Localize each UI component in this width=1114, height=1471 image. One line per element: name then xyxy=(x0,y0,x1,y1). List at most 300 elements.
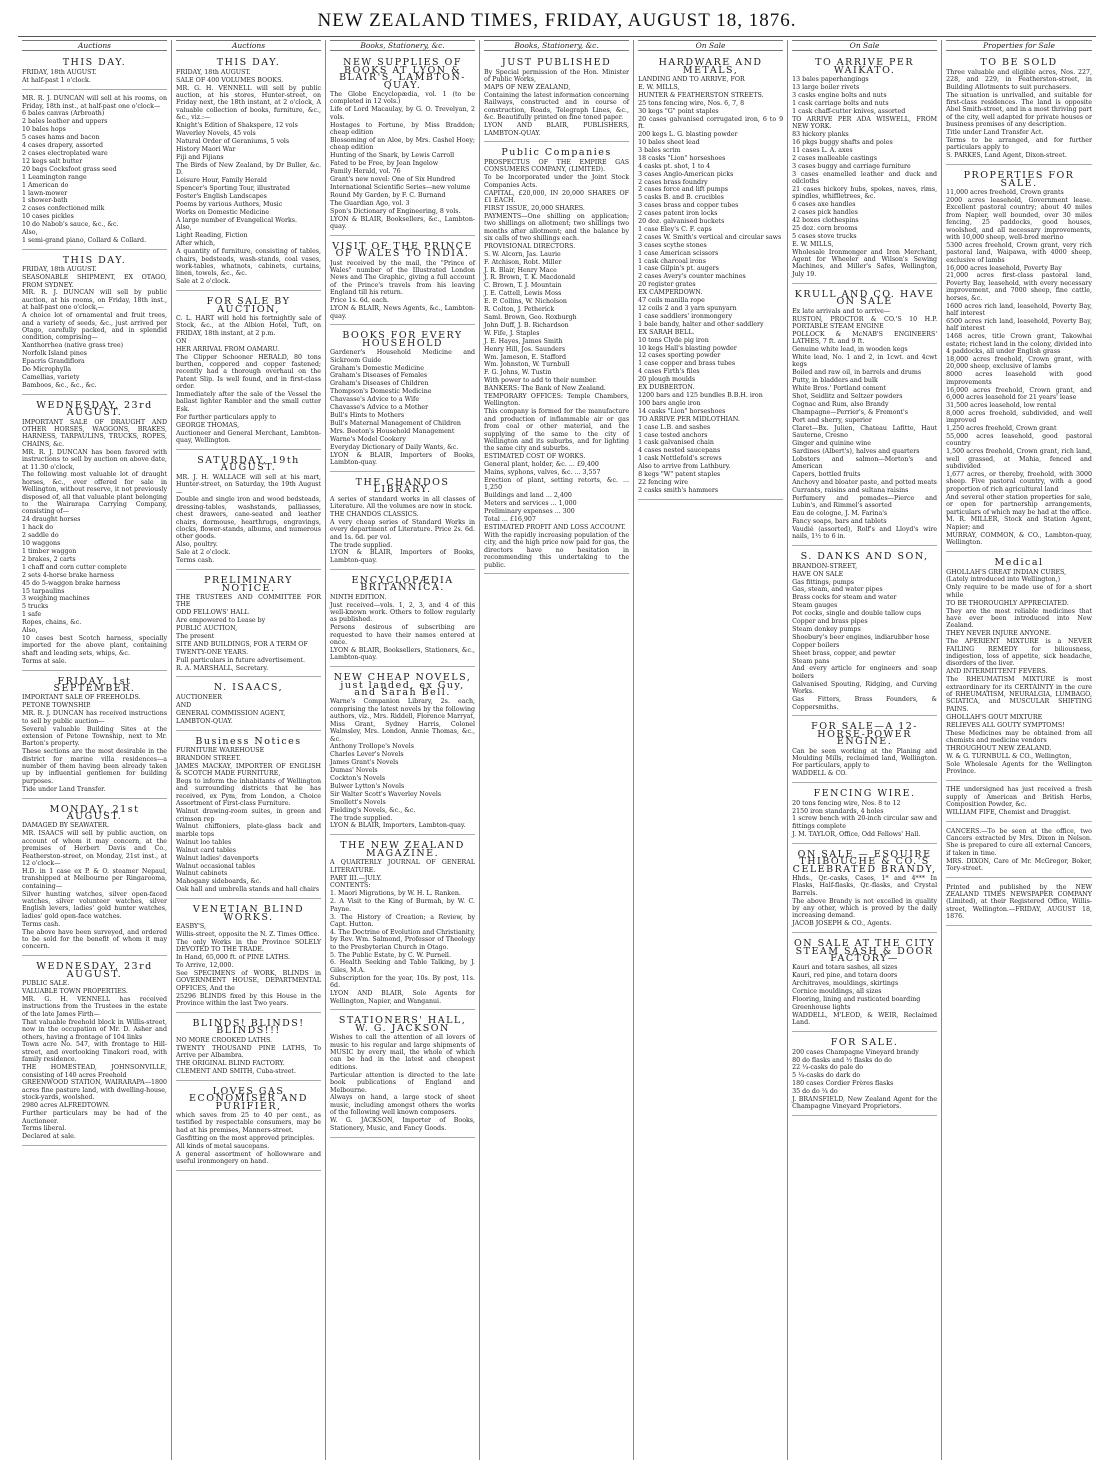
ad-line: 1 case tested anchors xyxy=(638,431,708,439)
ad-heading: PRELIMINARY NOTICE. xyxy=(204,575,293,594)
ad-line: Also, poultry. xyxy=(176,541,218,549)
ad-line: LYON & BLAIR, Booksellers, Stationers, &c., Lambton-quay. xyxy=(330,646,476,662)
ad-line: Xanthorrhea (native grass tree) xyxy=(22,342,124,350)
ad-line: EX DUBBERTON. xyxy=(638,384,695,392)
ad-line: FRIDAY, 18th AUGUST. xyxy=(22,266,97,274)
ad-line: Hunting of the Snark, by Lewis Carroll xyxy=(330,152,455,160)
ad-line: THE ORIGINAL BLIND FACTORY. xyxy=(176,1059,285,1067)
ad-line: 1 bale bandy, halter and other saddlery xyxy=(638,320,764,328)
ad-line: PROVISIONAL DIRECTORS. xyxy=(484,242,576,250)
column-3 xyxy=(326,40,480,1460)
ad-line: 20 tons fencing wire, Nos. 8 to 12 xyxy=(792,799,901,807)
ad-line: 4 cases Firth's files xyxy=(638,368,700,376)
ad-line: 10 tons Clyde pig iron xyxy=(638,336,709,344)
advertisement xyxy=(176,1084,321,1171)
ad-line: The trade supplied. xyxy=(330,814,393,822)
ad-heading: THIS DAY. xyxy=(62,57,127,69)
ad-line: ESTIMATED PROFIT AND LOSS ACCOUNT. xyxy=(484,523,626,531)
ad-line: Grant's new novel: One of Six Hundred xyxy=(330,176,456,183)
ad-line: 20 bags Cocksfoot grass seed xyxy=(22,165,117,173)
ad-line: Kauri and totara sashes, all sizes xyxy=(792,964,898,972)
ad-line: Mrs. Beeton's Household Management xyxy=(330,427,455,435)
ad-heading: JUST PUBLISHED xyxy=(501,57,612,69)
ad-line: HAVE ON SALE xyxy=(792,570,844,578)
ad-heading: THE CHANDOS LIBRARY. xyxy=(355,476,450,496)
advertisement xyxy=(330,328,475,471)
ad-line: CONTENTS: xyxy=(330,882,371,890)
ad-line: Cornice mouldings, all sizes xyxy=(792,988,882,996)
advertisement xyxy=(330,573,475,667)
ad-line: NO MORE CROOKED LATHS. xyxy=(176,1036,273,1044)
ad-line: Henry Hill, Jos. Saunders xyxy=(484,345,566,353)
ad-line: Natural Order of Geraniums, 5 vols xyxy=(176,137,290,145)
ad-line: 10 do Nabob's sauce, &c., &c. xyxy=(22,221,119,229)
advertisement xyxy=(946,825,1092,878)
ad-line: Town acre No. 547, with frontage to Hill-street, and overlooking Tinakori road, with family residence. xyxy=(22,1041,168,1064)
ad-line: LAMBTON-QUAY. xyxy=(176,717,233,725)
advertisement xyxy=(484,55,629,142)
ad-line: 1 semi-grand piano, Collard & Collard. xyxy=(22,236,147,244)
ad-line: Gas Fitters, Brass Founders, & Coppersmiths. xyxy=(792,696,938,711)
ad-line: 2 sets 4-horse brake harness xyxy=(22,571,115,579)
ad-line: 14 casks "Lion" horseshoes xyxy=(638,407,726,415)
ad-heading: WEDNESDAY, 23rd AUGUST. xyxy=(36,399,153,419)
ad-line: 55,000 acres leasehold, good pastoral country xyxy=(946,433,1092,448)
column-6 xyxy=(788,40,942,1460)
ad-line: Just received by the mail, the "Prince of Wales" number of the Illustrated London News and The Graphic, giving a full account of the Prince's travels from his leaving England till his return. xyxy=(330,259,476,297)
ad-line: 1 cask charcoal irons xyxy=(638,257,706,265)
ad-line: LYON & BLAIR, News Agents, &c., Lambton-quay. xyxy=(330,305,476,320)
ad-line: EASBY'S, xyxy=(176,922,206,930)
ad-line: Wm. Jameson, E. Stafford xyxy=(484,353,567,361)
ad-line: 10 kegs Hall's blasting powder xyxy=(638,344,737,352)
ad-line: Hhds., Qr.-casks, Cases, 1* and 4*** In Flasks, Half-flasks, Qr.-flasks, and Crystal Barrels. xyxy=(792,874,938,897)
ad-line: SEASONABLE SHIPMENT, EX OTAGO, FROM SYDNEY. xyxy=(22,274,168,289)
ad-line: The Guardian Ago, vol. 3 xyxy=(330,199,410,207)
ad-heading: Business Notices xyxy=(195,735,302,747)
ad-line: which saves from 25 to 40 per cent., as testified by respectable consumers, may be had at his premises, Manners-street. xyxy=(176,1111,322,1134)
ad-line: 1,677 acres, or thereby, freehold, with 3000 sheep. Five pastoral country, with a good proportion of rich agricultural land xyxy=(946,471,1092,493)
ad-line: BANKERS: The Bank of New Zealand. xyxy=(484,385,606,393)
ad-line: Ropes, chains, &c. xyxy=(22,619,82,627)
ad-line: Vaudié (assorted), Rolf's and Lloyd's wire nails, 1½ to 6 in. xyxy=(792,525,938,541)
ad-line: 80 do flasks and ½ flasks do do xyxy=(792,1056,892,1064)
ad-line: Thompson's Domestic Medicine xyxy=(330,388,432,396)
ad-line: With power to add to their number. xyxy=(484,377,597,385)
ad-line: MR. ISAACS will sell by public auction, on account of whom it may concern, at the premises of Herbert Davis and Co., Featherston-street, on Monday, 21st inst., at 12 o'clock— xyxy=(22,830,168,867)
ad-line: Are empowered to Lease by xyxy=(176,617,266,625)
ad-line: Architraves, mouldings, skirtings xyxy=(792,980,899,988)
ad-line: 25296 BLINDS fixed by this House in the Province within the last Two years. xyxy=(176,992,322,1007)
ad-line: Can be seen working at the Planing and Moulding Mills, reclaimed land, Wellington. For particulars, apply to xyxy=(792,747,938,770)
ad-line: 21,000 acres first-class pastoral land, Poverty Bay, leasehold, with every necessary improvement, and 7000 sheep, fine cattle, horses, &c. xyxy=(946,272,1092,302)
ad-line: MR. R. J. DUNCAN has been favored with instructions to sell by auction on above date, at 11.30 o'clock, xyxy=(22,448,168,471)
ad-line: 1 cask carriage bolts and nuts xyxy=(792,99,889,107)
ad-line: For further particulars apply to xyxy=(176,413,277,421)
ad-line: Poems by various Authors, Music xyxy=(176,200,283,208)
ad-heading: THIS DAY. xyxy=(216,57,281,69)
ad-line: Gardener's Household Medicine and Sickroom Guide xyxy=(330,349,476,364)
ad-line: IMPORTANT SALE OF FREEHOLDS. xyxy=(22,694,141,702)
ad-line: 8,000 acres freehold, subdivided, and well improved xyxy=(946,409,1092,425)
ad-line: 10 cases pickles xyxy=(22,213,74,221)
ad-line: And every article for engineers and soap boilers xyxy=(792,665,938,680)
ad-line: 6 bales canvas (Arbroath) xyxy=(22,110,105,118)
advertisement xyxy=(176,1016,321,1081)
advertisement xyxy=(176,294,321,450)
advertisement xyxy=(792,847,937,934)
ad-line: HUNTER & FEATHERSTON STREETS. xyxy=(638,92,764,100)
advertisement xyxy=(22,959,167,1146)
ad-line: 5 cases hams and bacon xyxy=(22,134,100,142)
ad-line: See SPECIMENS of WORK, BLINDS in GOVERNMENT HOUSE, DEPARTMENTAL OFFICES, And the xyxy=(176,969,322,992)
ad-line: 5300 acres freehold, Crown grant, very rich pastoral land, Waipawa, with 4000 sheep, exclusive of lambs xyxy=(946,241,1092,264)
ad-line: 3 cases scythe stones xyxy=(638,241,707,249)
masthead: NEW ZEALAND TIMES, FRIDAY, AUGUST 18, 1876. xyxy=(317,10,797,31)
ad-line: Tide under Land Transfer. xyxy=(22,785,106,793)
ad-line: TWENTY THOUSAND PINE LATHS, To Arrive per Albambra. xyxy=(176,1044,322,1060)
ad-line: The Globe Encyclopædia, vol. 1 (to be completed in 12 vols.) xyxy=(330,91,476,106)
ad-line: History Maori War xyxy=(176,145,236,153)
ad-line: The APERIENT MIXTURE is a NEVER FAILING REMEDY for biliousness, indigestion, loss of appetite, sick headache, disorders of the liver. xyxy=(946,638,1092,668)
ad-line: TO ARRIVE PER ADA WISWELL, FROM NEW YORK. xyxy=(792,115,938,131)
ad-line: 6. Health Seeking and Table Talking, by J. Giles, M.A. xyxy=(330,959,476,974)
advertisement xyxy=(176,734,321,900)
advertisement xyxy=(792,549,937,716)
ad-line: Flooring, lining and rusticated boarding xyxy=(792,996,921,1004)
ad-line: 1 timber waggon xyxy=(22,547,77,555)
ad-line: Boiled and raw oil, in barrels and drums xyxy=(792,369,922,377)
ad-line: GENERAL COMMISSION AGENT, xyxy=(176,709,286,717)
ad-line: 6 cases axe handles xyxy=(792,201,856,209)
ad-line: MR. R. J. DUNCAN will sell by public auction, at his rooms, on Friday, 18th inst., at half-past one o'clock,— xyxy=(22,289,168,312)
ad-line: James Grant's Novels xyxy=(330,759,399,767)
ad-line: 1 cask Nettlefold's screws xyxy=(638,455,722,463)
ad-line: Also, xyxy=(176,224,192,232)
ad-line: 6500 acres rich land, leasehold, Poverty Bay, half interest xyxy=(946,317,1092,333)
ad-line: 3 weighing machines xyxy=(22,595,90,603)
ad-line: The above have been surveyed, and ordered to be sold for the benefit of whom it may concern. xyxy=(22,928,168,951)
advertisement xyxy=(330,1013,475,1137)
ad-heading: THE NEW ZEALAND MAGAZINE. xyxy=(340,840,465,859)
ad-line: 31,500 acres leasehold, low rental xyxy=(946,401,1057,409)
ad-line: At half-past 1 o'clock. xyxy=(22,76,91,84)
ad-line: AND xyxy=(176,701,192,709)
ad-heading: ON SALE — ESQUIRE THIBOUCHE & CO.'S CELEBRATED BRANDY, xyxy=(792,848,937,875)
advertisement xyxy=(946,55,1092,165)
ad-line: C. Brown, T. J. Mountain xyxy=(484,282,562,290)
ad-line: Anchovy and bloater paste, and potted meats xyxy=(792,479,937,487)
ad-line: Bamboos, &c., &c., &c. xyxy=(22,381,97,389)
advertisement xyxy=(22,398,167,671)
ad-line: THE undersigned has just received a fresh supply of American and British Herbs, Composition Powder, &c. xyxy=(946,786,1092,809)
ad-line: A series of standard works in all classes of Literature. All the volumes are now in stock. xyxy=(330,495,476,511)
ad-heading: BLINDS! BLINDS! BLINDS!!! xyxy=(192,1017,305,1037)
ad-line: F. G. Johns, W. Tustin xyxy=(484,369,552,377)
ad-line: The RHEUMATISM MIXTURE is most extraordinary for its CERTAINTY in the cure of RHEUMATISM, NEURALGIA, LUMBAGO, SCIATICA, and MUSCULAR SHIFTING PAINS. xyxy=(946,676,1092,713)
ad-line: 12 kegs salt butter xyxy=(22,157,83,165)
ad-heading: S. DANKS AND SON, xyxy=(800,551,929,563)
ad-line: J. R. Brown, T. K. Macdonald xyxy=(484,274,576,282)
ad-line: 22 ¼-casks do pale do xyxy=(792,1064,864,1072)
advertisement xyxy=(176,573,321,677)
ad-line: Just received—vols. 1, 2, 3, and 4 of this well-known work. Others to follow regularly as published. xyxy=(330,601,476,624)
ad-line: RUSTON, PROCTOR & CO.'S 10 H.P. PORTABLE STEAM ENGINE xyxy=(792,315,938,330)
ad-line: The Birds of New Zealand, by Dr Buller, &c. D. xyxy=(176,161,322,177)
ad-line: PART III.—JULY. xyxy=(330,874,382,882)
ad-line: Warne's Companion Library, 2s. each, comprising the latest novels by the following authors, viz., Mrs. Riddell, Florence Marryat, Miss Grant, Sydney Harris, Colonel Walmsley, Mrs. London, Annie Thomas, &c., &c. xyxy=(330,698,476,743)
ad-line: CANCERS.—To be seen at the office, two Cancers extracted by Mrs. Dixon in Nelson. She is prepared to cure all external Cancers, if taken in time. xyxy=(946,827,1092,857)
ad-line: 1 shower-bath xyxy=(22,197,68,205)
ad-line: HER ARRIVAL FROM OAMARU. xyxy=(176,345,280,353)
ad-line: LYON & BLAIR, Importers of Books, Lambton-quay. xyxy=(330,451,476,466)
ad-line: Full particulars in future advertisement. xyxy=(176,656,306,664)
ad-line: Port and sherry, superior xyxy=(792,416,872,424)
ad-line: 3 cases brass and copper tubes xyxy=(638,202,739,210)
ad-line: 1 Leamington range xyxy=(22,173,87,181)
ad-line: JACOB JOSEPH & CO., Agents. xyxy=(792,920,892,928)
ad-line: 10 bales sheet lead xyxy=(638,138,700,146)
ad-line: Particular attention is directed to the late book publications of England and Melbourne. xyxy=(330,1071,476,1094)
ad-line: Sale at 2 o'clock. xyxy=(176,278,231,286)
ad-line: Mahogany sideboards, &c. xyxy=(176,878,262,886)
ad-heading: LOVES GAS ECONOMISER AND PURIFIER, xyxy=(189,1085,309,1112)
ad-line: GHOLLAH'S GREAT INDIAN CURES, xyxy=(946,568,1067,576)
ad-line: 5. The Public Estate, by C. W. Purnell. xyxy=(330,951,451,959)
ad-line: Also, xyxy=(22,229,38,237)
advertisement xyxy=(330,670,475,835)
ad-line: 1 safe xyxy=(22,611,42,619)
ad-line: Brass cocks for steam and water xyxy=(792,594,897,602)
ad-heading: KRULL AND CO. HAVE ON SALE xyxy=(794,288,935,308)
ad-line: JAMES MACKAY, IMPORTER OF ENGLISH & SCOTCH MADE FURNITURE, xyxy=(176,762,322,778)
ad-line: J. E. Hayes, James Smith xyxy=(484,337,563,345)
ad-line: Spon's Dictionary of Engineering, 8 vols. xyxy=(330,207,461,215)
ad-line: Charles Lever's Novels xyxy=(330,751,404,759)
ad-line: International Scientific Series—new volume xyxy=(330,183,471,191)
ad-line: 2 cases patent iron locks xyxy=(638,210,718,218)
ad-line: Everyday Dictionary of Daily Wants, &c. xyxy=(330,443,459,451)
advertisement xyxy=(792,1035,937,1116)
ad-line: Waverley Novels, 45 vols xyxy=(176,130,256,138)
ad-line: 5 ¼-casks do dark do xyxy=(792,1072,861,1080)
ad-line: 1 case L.B. and sashes xyxy=(638,423,711,431)
ad-line: ODD FELLOWS' HALL xyxy=(176,609,249,617)
ad-line: IMPORTANT SALE OF DRAUGHT AND OTHER HORSES, WAGGONS, BRAKES, HARNESS, TARPAULINS, TRUCKS, ROPES, CHAINS, &c. xyxy=(22,418,168,448)
ad-line: 1 hack do xyxy=(22,524,53,532)
advertisement xyxy=(330,55,475,235)
ad-heading: MONDAY, 21st AUGUST. xyxy=(49,803,140,823)
column-7 xyxy=(942,40,1096,1460)
ad-line: Copper boilers xyxy=(792,641,840,649)
ad-line: 1 case saddlers' ironmongery xyxy=(638,312,733,320)
ad-line: GHOLLAH'S GOUT MIXTURE xyxy=(946,713,1043,721)
ad-line: 5 casks B. and B. crucibles xyxy=(638,194,724,202)
ad-line: MAPS OF NEW ZEALAND, xyxy=(484,84,571,92)
ad-line: By Special permission of the Hon. Minister of Public Works, xyxy=(484,68,630,84)
ad-line: 2 cases pick handles xyxy=(792,209,858,217)
ad-line: LYON & BLAIR, Importers, Lambton-quay. xyxy=(330,822,466,830)
ad-line: 1 case Gilpin's pt. augers xyxy=(638,265,719,273)
ad-line: 3 casks engine bolts and nuts xyxy=(792,92,887,100)
ad-line: Double and single iron and wood bedsteads, dressing-tables, washstands, palliasses, chest drawers, cane-seated and leather chairs, dormouse, hearthrugs, engravings, clocks, flower-stands, albums, and numerous other goods. xyxy=(176,496,322,541)
advertisement xyxy=(330,239,475,326)
ad-line: ON xyxy=(176,337,187,345)
ad-line: S. PARKES, Land Agent, Dixon-street. xyxy=(946,152,1067,160)
ad-line: 18 casks "Lion" horseshoes xyxy=(638,154,726,162)
ad-line: SITE AND BUILDINGS, FOR A TERM OF xyxy=(176,640,308,648)
ad-line: TEMPORARY OFFICES: Temple Chambers, Wellington. xyxy=(484,393,630,408)
column-5 xyxy=(634,40,788,1460)
ad-line: Sale at 2 o'clock. xyxy=(176,549,231,557)
advertisement xyxy=(946,168,1092,552)
ad-line: Terms to be arranged, and for further particulars apply to xyxy=(946,136,1092,152)
ad-line: THE HOMESTEAD, JOHNSONVILLE, consisting of 140 acres Freehold xyxy=(22,1064,168,1079)
ad-heading: THIS DAY. xyxy=(62,254,127,266)
ad-line: M. R. MILLER, Stock and Station Agent, Napier; and xyxy=(946,516,1092,531)
ad-line: Lobsters and salmon—Morton's and American xyxy=(792,455,938,471)
ad-line: AND INTERMITTENT FEVERS. xyxy=(946,668,1048,676)
ad-line: J. R. Blair, Henry Mace xyxy=(484,266,557,274)
ad-line: J. E. Cattell, Lewis Moss xyxy=(484,290,562,298)
advertisement xyxy=(176,453,321,570)
ad-line: Blossoming of an Aloe, by Mrs. Cashel Hoey; cheap edition xyxy=(330,136,476,152)
ad-line: Currants, raisins and sultana raisins xyxy=(792,486,909,494)
ad-line: Claret—Bx. Julien, Chateau Lafitte, Haut Sauterne, Cresno xyxy=(792,424,938,440)
ad-line: Eau de cologne, J. M. Farina's xyxy=(792,510,888,518)
ad-line: White Bros.' Portland cement xyxy=(792,385,886,393)
ad-line: Steam gauges xyxy=(792,602,838,610)
ad-line: 2000 acres leasehold, Government lease. Excellent pastoral country; about 40 miles from Napier, well bounded, over 30 miles fencing, 25 paddocks, good houses, woolshed, and all necessary improvements, with 10,000 sheep, well-bred merino xyxy=(946,196,1092,241)
ad-line: Begs to inform the inhabitants of Wellington and surrounding districts that he has received, ex Pym, from London, a Choice Assortment of First-class Furniture. xyxy=(176,778,322,808)
ad-line: 3. The History of Creation; a Review, by Capt. Hutton. xyxy=(330,913,476,928)
column-4 xyxy=(480,40,634,1460)
ad-line: Graham's Domestic Medicine xyxy=(330,364,424,372)
ad-line: R. A. MARSHALL, Secretary. xyxy=(176,664,269,672)
ad-line: Family Herald, vol. 76 xyxy=(330,168,401,176)
ad-line: 18,000 acres freehold, Crown grant, with 20,000 sheep, exclusive of lambs xyxy=(946,355,1092,371)
ad-line: MR. G. H. VENNELL will sell by public auction, at his stores, Hunter-street, on Friday next, the 18th instant, at 2 o'clock, A valuable collection of books, furniture, &c., &c., viz.:— xyxy=(176,84,322,122)
ad-line: The trade supplied. xyxy=(330,541,393,549)
ad-line: E. W. MILLS, xyxy=(792,240,834,248)
ad-line: Persons desirous of subscribing are requested to have their names entered at once. xyxy=(330,624,476,647)
ad-line: LANDING AND TO ARRIVE, FOR xyxy=(638,76,745,84)
ad-line: CLEMENT AND SMITH, Cuba-street. xyxy=(176,1067,296,1075)
ad-line: 10 cases best Scotch harness, specially imported for the above plant, containing shaft and leading sets, whips, &c. xyxy=(22,634,168,657)
ad-line: Fielding's Novels, &c., &c. xyxy=(330,806,416,814)
ad-line: VALUABLE TOWN PROPERTIES. xyxy=(22,988,128,996)
ad-line: MURRAY, COMMON, & CO., Lambton-quay, Wellington. xyxy=(946,531,1092,547)
ad-line: LYON & BLAIR, Importers of Books, Lambton-quay. xyxy=(330,549,476,564)
ad-line: The following most valuable lot of draught horses, &c., ever offered for sale in Wellington, without reserve, it not previously disposed of, all that valuable plant belonging to the Wairarapa Carrying Company, consisting of— xyxy=(22,471,168,516)
ad-line: The Clipper Schooner HERALD, 80 tons burthen, coppered and copper fastened; recently had a thorough overhaul on the Patent Slip. Is well found, and in first-class order. xyxy=(176,353,322,391)
ad-line: Also to arrive from Lathbury. xyxy=(638,463,731,471)
ad-line: Ex late arrivals and to arrive— xyxy=(792,307,891,315)
ad-line: 100 bars angle iron xyxy=(638,399,701,407)
ad-line: 25 tons fencing wire, Nos. 6, 7, 8 xyxy=(638,99,745,107)
ad-heading: FENCING WIRE. xyxy=(813,788,916,800)
ad-heading: WEDNESDAY, 23rd AUGUST. xyxy=(36,961,153,980)
ad-line: 35 do do ¼ do xyxy=(792,1088,838,1096)
ad-line: Terms at sale. xyxy=(22,657,67,665)
ad-line: PUBLIC AUCTION, xyxy=(176,625,238,633)
ad-heading: ENCYCLOPÆDIA BRITANNICA. xyxy=(351,574,454,594)
ad-line: 15 tarpaulins xyxy=(22,587,65,595)
ad-heading: Medical xyxy=(994,557,1044,569)
ad-line: 2 cases Avery's counter machines xyxy=(638,273,746,281)
ad-line: 1 cask chaff-cutter knives, assorted xyxy=(792,107,906,115)
ad-line: EX CAMPERDOWN. xyxy=(638,289,703,297)
ad-line: 2. A Visit to the King of Burmah, by W. C. Payne. xyxy=(330,898,476,913)
ad-line: 24 draught horses xyxy=(22,516,81,524)
ad-line: GEORGE THOMAS, xyxy=(176,421,240,429)
ad-line: Meters and services ... 1,000 xyxy=(484,500,577,508)
ad-line: 16 pkgs buggy shafts and poles xyxy=(792,138,893,146)
ad-line: 4 casks pt. shot, 1 to 4 xyxy=(638,162,711,170)
ad-line: F. Atchison, Robt. Miller xyxy=(484,258,562,266)
masthead-rule xyxy=(18,36,1096,37)
advertisement xyxy=(22,93,167,250)
ad-line: Walnut drawing-room suites, in green and crimson rep xyxy=(176,808,322,823)
ad-line: 12 coils 2 and 3 yarn spunyarn xyxy=(638,305,737,312)
ad-line: 1. Maori Migrations, by W. H. L. Ranken. xyxy=(330,890,461,898)
ad-line: WADDELL & CO. xyxy=(792,770,848,778)
advertisement xyxy=(330,475,475,570)
ad-line: Saml. Brown, Geo. Roxburgh xyxy=(484,314,577,321)
ad-line: BRANDON STREET. xyxy=(176,754,241,762)
ad-line: 2980 acres ALFREDTOWN. xyxy=(22,1102,110,1110)
ad-line: This company is formed for the manufacture and production of inflammable air or gas from coal or other material, and the supplying of the same to the city of Wellington and its suburbs, and for lighting the same city and suburbs. xyxy=(484,408,630,453)
advertisement xyxy=(330,838,475,1010)
ad-line: FRIDAY, 18th AUGUST. xyxy=(176,68,251,76)
ad-line: Silver hunting watches, silver open-faced watches, silver volunteer watches, silver English levers, ladies' gold hunter watches, ladies' gold open-face watches. xyxy=(22,890,168,920)
ad-line: THE TRUSTEES AND COMMITTEE FOR THE xyxy=(176,593,322,609)
ad-line: 1468 acres, title Crown grant, Takowhai estate; richest land in the colony, divided into 4 paddocks, all under English grass xyxy=(946,333,1092,356)
ad-line: Willis-street, opposite the N. Z. Times Office. xyxy=(176,930,320,938)
ad-line: 83 hickory planks xyxy=(792,131,849,139)
ad-line: 200 kegs L. G. blasting powder xyxy=(638,131,738,139)
ad-line: Wishes to call the attention of all lovers of music to his regular and large shipments of MUSIC by every mail, the whole of which can be had in the latest and cheapest editions. xyxy=(330,1034,476,1071)
ad-line: 20 plough moulds xyxy=(638,376,696,384)
ad-line: Graham's Diseases of Children xyxy=(330,380,429,388)
ad-line: Foster's English Landscapes xyxy=(176,192,267,200)
ad-line: Wholesale Ironmonger and Iron Merchant, Agent for Wheeler and Wilson's Sewing Machines, and Miller's Safes, Wellington, July 19. xyxy=(792,248,938,278)
ad-line: 8000 acres leasehold with good improvements xyxy=(946,371,1092,386)
ad-heading: N. ISAACS, xyxy=(213,682,284,694)
ad-line: 1 case Eley's C. F. caps xyxy=(638,225,712,233)
ad-line: 2 cases force and lift pumps xyxy=(638,186,728,194)
ad-line: 2 cases W. Smith's vertical and circular saws xyxy=(638,233,782,241)
ad-line: Putty, in bladders and bulk xyxy=(792,377,878,385)
ad-heading: Public Companies xyxy=(501,147,612,159)
ad-heading: SATURDAY, 19th AUGUST. xyxy=(197,454,300,474)
ad-line: E. P. Collins, W. Nicholson xyxy=(484,298,567,306)
ad-line: Fancy soaps, bars and tablets xyxy=(792,518,887,526)
ad-line: 2 saddle do xyxy=(22,532,59,540)
ad-line: FIRST ISSUE, 20,000 SHARES. xyxy=(484,204,585,212)
ad-heading: FOR SALE—A 12-HORSE-POWER ENGINE. xyxy=(811,721,918,748)
ad-line: Epacris Grandiflora xyxy=(22,358,85,366)
ad-line: Hostages to Fortune, by Miss Braddon; cheap edition xyxy=(330,121,476,137)
ad-line: 12 cases sporting powder xyxy=(638,352,721,360)
ad-line: 11,000 acres freehold, Crown grants xyxy=(946,189,1064,196)
ad-line: PUBLIC SALE. xyxy=(22,980,70,988)
ad-line: Spencer's Sporting Tour, illustrated xyxy=(176,184,290,192)
ad-line: 1 cask galvanised chain xyxy=(638,439,714,447)
ad-heading: STATIONERS' HALL, W. G. JACKSON xyxy=(338,1015,467,1034)
section-heading: Books, Stationery, &c. xyxy=(330,40,475,51)
ad-line: Three valuable and eligible acres, Nos. 227, 228, and 229, in Featherston-street, in Building Allotments to suit purchasers. xyxy=(946,68,1092,91)
